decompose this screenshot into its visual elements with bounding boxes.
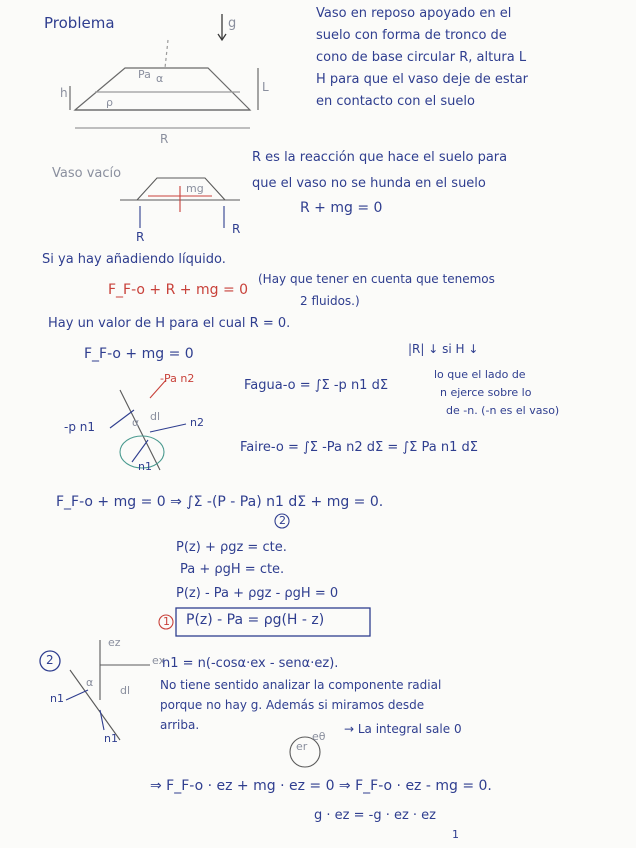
statement-line-5: en contacto con el suelo (316, 94, 475, 109)
statement-line-3: cono de base circular R, altura L (316, 50, 527, 65)
final-equation: ⇒ F_F-o · ez + mg · ez = 0 ⇒ F_F-o · ez - mg = 0. (150, 778, 492, 794)
cone-figure (70, 40, 258, 128)
fig3-pa-n2: -Pa n2 (160, 372, 195, 385)
normal-note-line-1: No tiene sentido analizar la componente radial (160, 678, 442, 692)
liquid-statement: Hay un valor de H para el cual R = 0. (48, 316, 291, 331)
empty-note-line-1: R es la reacción que hace el suelo para (252, 150, 508, 165)
circle-marker-2-label: 2 (46, 653, 54, 667)
empty-R-right: R (232, 222, 241, 236)
fig1-L-label: L (262, 80, 269, 94)
empty-glass-figure (120, 178, 240, 228)
page-title: Problema (44, 14, 115, 32)
empty-glass-label: Vaso vacío (52, 166, 122, 181)
n1-down-arrow (100, 710, 104, 730)
n2-arrow (150, 424, 186, 432)
fig3-dl: dl (150, 410, 161, 423)
boxed-equation: P(z) - Pa = ρg(H - z) (186, 612, 325, 628)
fig3-n1: n1 (138, 460, 152, 473)
statement-line-4: H para que el vaso deje de estar (316, 72, 529, 87)
empty-note-line-2: que el vaso no se hunda en el suelo (252, 176, 486, 191)
fig4-n1-left: n1 (50, 692, 64, 705)
g-equation-one: 1 (452, 828, 459, 841)
circle-marker-1-label: 1 (163, 615, 170, 628)
pressure-line-1: P(z) + ρgz = cte. (176, 540, 287, 555)
integral-note: → La integral sale 0 (344, 722, 462, 736)
statement-line-2: suelo con forma de tronco de (316, 28, 507, 43)
fagua-equation: Fagua-o = ∫Σ -p n1 dΣ (244, 378, 389, 393)
statement-line-1: Vaso en reposo apoyado en el (316, 6, 512, 21)
liquid-note-line-2: 2 fluidos.) (300, 294, 360, 308)
axes-figure (66, 640, 150, 740)
p-n1-arrow (110, 410, 134, 428)
empty-mg-label: mg (186, 182, 204, 195)
fig1-alpha-label: α (156, 72, 164, 85)
normal-note-line-3: arriba. (160, 718, 200, 732)
fig1-R-label: R (160, 132, 169, 146)
fig4-ez: ez (108, 636, 121, 649)
big-equation: F_F-o + mg = 0 ⇒ ∫Σ -(P - Pa) n1 dΣ + mg = 0. (56, 494, 384, 510)
wall-line-2 (70, 670, 120, 740)
top-view-er: er (296, 740, 308, 753)
faire-equation: Faire-o = ∫Σ -Pa n2 dΣ = ∫Σ Pa n1 dΣ (240, 440, 478, 455)
top-view-e0: eθ (312, 730, 326, 743)
fig3-alpha: α (132, 416, 140, 429)
g-equation: g · ez = -g · ez · ez (314, 808, 437, 823)
fagua-note-line-3: de -n. (-n es el vaso) (446, 404, 560, 417)
circle-marker-2b: 2 (279, 514, 286, 527)
n1-left-arrow (66, 690, 88, 700)
fig4-n1-down: n1 (104, 732, 118, 745)
fig1-rho-label: ρ (106, 96, 113, 109)
fig1-h-label: h (60, 86, 68, 100)
normal-note-line-2: porque no hay g. Además si miramos desde (160, 698, 425, 712)
apex-dashed (165, 40, 168, 68)
fig3-p-n1: -p n1 (64, 420, 96, 434)
fig4-dl: dl (120, 684, 131, 697)
liquid-side-note: |R| ↓ si H ↓ (408, 342, 479, 356)
wall-element-figure (110, 380, 186, 470)
fagua-note-line-2: n ejerce sobre lo (440, 386, 532, 399)
fig1-pa-label: Pa (138, 68, 151, 81)
empty-equation: R + mg = 0 (300, 200, 383, 216)
empty-glass-outline (137, 178, 225, 200)
n1-definition: n1 = n(-cosα·ex - senα·ez). (162, 656, 339, 671)
liquid-note-line-1: (Hay que tener en cuenta que tenemos (258, 272, 495, 286)
gravity-label: g (228, 16, 237, 31)
pressure-line-3: P(z) - Pa + ρgz - ρgH = 0 (176, 586, 339, 601)
n1-arrow (132, 440, 148, 462)
liquid-equation: F_F-o + R + mg = 0 (108, 282, 249, 298)
fig3-n2: n2 (190, 416, 204, 429)
fig4-alpha: α (86, 676, 94, 689)
forces-eq: F_F-o + mg = 0 (84, 346, 194, 362)
liquid-intro: Si ya hay añadiendo líquido. (42, 252, 226, 267)
wall-line (120, 390, 160, 470)
fagua-note-line-1: lo que el lado de (434, 368, 526, 381)
fig4-ex: ex (152, 654, 166, 667)
empty-R-left: R (136, 230, 145, 244)
pressure-line-2: Pa + ρgH = cte. (180, 562, 285, 577)
